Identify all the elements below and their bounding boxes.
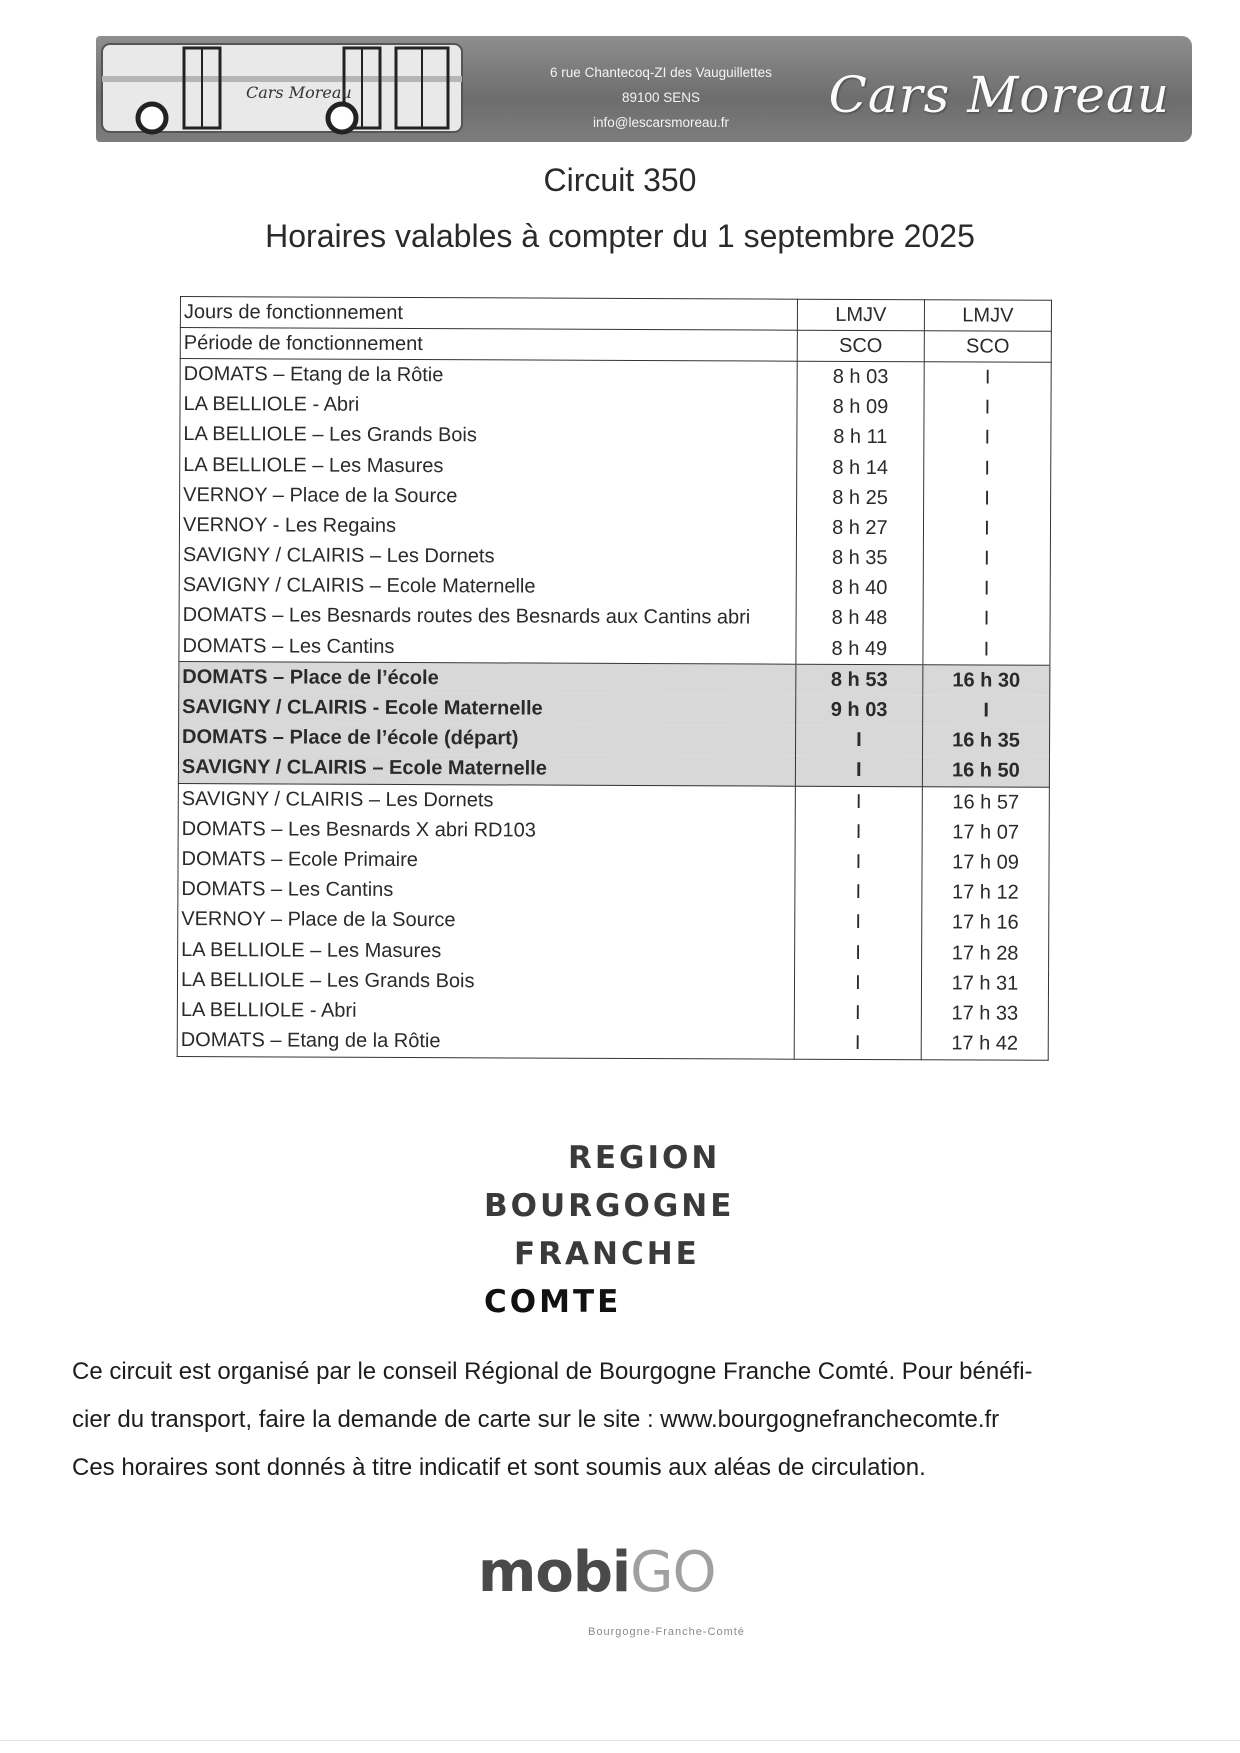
time-col-1: 8 h 14 xyxy=(797,453,924,484)
stop-name: DOMATS – Les Besnards routes des Besnards aux Cantins abri xyxy=(179,601,796,634)
table-row xyxy=(179,540,1050,574)
table-row xyxy=(177,1025,1048,1059)
time-col-1: 8 h 27 xyxy=(796,513,923,544)
table-row xyxy=(179,631,1050,665)
time-col-2: 16 h 35 xyxy=(922,726,1049,757)
time-col-1: I xyxy=(794,1028,921,1059)
table-row xyxy=(178,753,1049,787)
table-row xyxy=(178,814,1049,848)
table-row xyxy=(179,510,1050,544)
table-row xyxy=(180,359,1051,393)
time-col-2: I xyxy=(923,696,1050,727)
region-logo-line-4: COMTE xyxy=(484,1284,622,1320)
time-col-2: I xyxy=(923,514,1050,545)
stop-name: SAVIGNY / CLAIRIS - Ecole Maternelle xyxy=(179,692,796,725)
note-line-1: Ce circuit est organisé par le conseil Régional de Bourgogne Franche Comté. Pour bénéfi- xyxy=(72,1358,1033,1385)
stop-name: VERNOY – Place de la Source xyxy=(178,905,795,938)
time-col-1: 8 h 48 xyxy=(796,604,923,635)
table-row xyxy=(178,905,1049,939)
table-row xyxy=(179,571,1050,605)
stop-name: DOMATS – Les Cantins xyxy=(179,631,796,664)
address-street: 6 rue Chantecoq-ZI des Vauguillettes xyxy=(550,65,772,80)
time-col-2: 16 h 30 xyxy=(923,665,1050,696)
stop-name: VERNOY - Les Regains xyxy=(179,510,796,543)
svg-text:Cars Moreau: Cars Moreau xyxy=(246,83,352,102)
table-row xyxy=(178,875,1049,909)
stop-name: LA BELLIOLE – Les Masures xyxy=(180,450,797,483)
stop-name: SAVIGNY / CLAIRIS – Les Dornets xyxy=(179,540,796,573)
mobigo-subtitle: Bourgogne-Franche-Comté xyxy=(588,1626,745,1638)
table-row xyxy=(180,420,1051,454)
note-line-2: cier du transport, faire la demande de carte sur le site : www.bourgognefranchecomte.fr xyxy=(72,1406,1000,1433)
header-label: Période de fonctionnement xyxy=(180,328,797,362)
company-address xyxy=(496,60,826,135)
time-col-2: 17 h 31 xyxy=(921,968,1048,999)
table-row xyxy=(179,662,1050,696)
mobigo-main: mobi xyxy=(478,1540,631,1605)
table-row xyxy=(180,390,1051,424)
stop-name: DOMATS – Les Cantins xyxy=(178,875,795,908)
time-col-2: 17 h 42 xyxy=(921,1029,1048,1060)
stop-name: SAVIGNY / CLAIRIS – Ecole Maternelle xyxy=(179,571,796,604)
stop-name: SAVIGNY / CLAIRIS – Ecole Maternelle xyxy=(178,753,795,786)
stop-name: DOMATS – Place de l’école (départ) xyxy=(179,723,796,756)
stop-name: LA BELLIOLE - Abri xyxy=(180,390,797,423)
time-col-1: I xyxy=(795,877,922,908)
header-col-2: SCO xyxy=(924,331,1051,363)
time-col-2: I xyxy=(923,634,1050,665)
region-logo-line-2: BOURGOGNE xyxy=(484,1188,735,1224)
region-logo-line-1: REGION xyxy=(568,1140,721,1176)
table-row xyxy=(180,480,1051,514)
time-col-1: 8 h 11 xyxy=(797,422,924,453)
time-col-1: I xyxy=(795,756,922,787)
time-col-2: 17 h 33 xyxy=(921,999,1048,1030)
page-edge xyxy=(0,1740,1240,1741)
mobigo-go: GO xyxy=(630,1540,716,1605)
table-row xyxy=(179,601,1050,635)
time-col-2: I xyxy=(923,544,1050,575)
time-col-1: 8 h 40 xyxy=(796,573,923,604)
stop-name: VERNOY – Place de la Source xyxy=(180,480,797,513)
time-col-2: 17 h 07 xyxy=(922,817,1049,848)
header-col-1: LMJV xyxy=(797,299,924,331)
time-col-1: I xyxy=(794,968,921,999)
time-col-1: 8 h 35 xyxy=(796,543,923,574)
time-col-2: 17 h 28 xyxy=(922,938,1049,969)
time-col-2: I xyxy=(923,604,1050,635)
stop-name: LA BELLIOLE – Les Masures xyxy=(178,935,795,968)
time-col-1: I xyxy=(795,847,922,878)
table-row xyxy=(178,844,1049,878)
time-col-2: I xyxy=(923,574,1050,605)
time-col-1: I xyxy=(795,907,922,938)
time-col-2: 17 h 12 xyxy=(922,878,1049,909)
circuit-title: Circuit 350 xyxy=(543,162,697,198)
time-col-1: I xyxy=(794,998,921,1029)
stop-name: LA BELLIOLE – Les Grands Bois xyxy=(180,420,797,453)
time-col-2: 17 h 16 xyxy=(922,908,1049,939)
note-line-3: Ces horaires sont donnés à titre indicatif et sont soumis aux aléas de circulation. xyxy=(72,1454,926,1481)
table-row xyxy=(177,965,1048,999)
time-col-2: I xyxy=(924,423,1051,454)
table-row xyxy=(178,783,1049,817)
time-col-2: I xyxy=(923,483,1050,514)
table-header-row xyxy=(180,328,1051,363)
table-row xyxy=(180,450,1051,484)
time-col-1: 8 h 53 xyxy=(796,664,923,695)
table-row xyxy=(178,935,1049,969)
time-col-2: I xyxy=(924,362,1051,393)
time-col-1: I xyxy=(794,938,921,969)
time-col-2: 16 h 50 xyxy=(922,756,1049,787)
table-header-row xyxy=(180,297,1051,332)
stop-name: DOMATS – Etang de la Rôtie xyxy=(177,1025,794,1058)
table-row xyxy=(177,995,1048,1029)
header-col-2: LMJV xyxy=(924,300,1051,332)
time-col-1: 8 h 09 xyxy=(797,392,924,423)
stop-name: SAVIGNY / CLAIRIS – Les Dornets xyxy=(178,783,795,816)
stop-name: DOMATS – Etang de la Rôtie xyxy=(180,359,797,392)
time-col-2: I xyxy=(924,393,1051,424)
time-col-2: 16 h 57 xyxy=(922,787,1049,818)
header-label: Jours de fonctionnement xyxy=(180,297,797,331)
mobigo-logo xyxy=(478,1540,716,1605)
stop-name: DOMATS – Place de l’école xyxy=(179,662,796,695)
time-col-1: I xyxy=(795,817,922,848)
time-col-1: 8 h 03 xyxy=(797,362,924,393)
address-city: 89100 SENS xyxy=(621,90,701,105)
time-col-1: 9 h 03 xyxy=(796,695,923,726)
header-banner xyxy=(96,36,1192,142)
bus-icon xyxy=(96,36,476,142)
time-col-1: I xyxy=(795,725,922,756)
header-col-1: SCO xyxy=(797,330,924,362)
stop-name: DOMATS – Les Besnards X abri RD103 xyxy=(178,814,795,847)
company-email: info@lescarsmoreau.fr xyxy=(592,115,729,130)
stop-name: LA BELLIOLE - Abri xyxy=(177,995,794,1028)
region-logo-line-3: FRANCHE xyxy=(514,1236,700,1272)
time-col-1: I xyxy=(795,786,922,817)
time-col-1: 8 h 25 xyxy=(796,483,923,514)
time-col-2: 17 h 09 xyxy=(922,848,1049,879)
table-row xyxy=(179,692,1050,726)
validity-subtitle: Horaires valables à compter du 1 septembre 2025 xyxy=(265,218,975,254)
timetable xyxy=(177,296,1052,1060)
brand-logo: Cars Moreau xyxy=(828,66,1170,124)
time-col-2: I xyxy=(924,453,1051,484)
time-col-1: 8 h 49 xyxy=(796,634,923,665)
stop-name: DOMATS – Ecole Primaire xyxy=(178,844,795,877)
table-row xyxy=(179,723,1050,757)
stop-name: LA BELLIOLE – Les Grands Bois xyxy=(177,965,794,998)
